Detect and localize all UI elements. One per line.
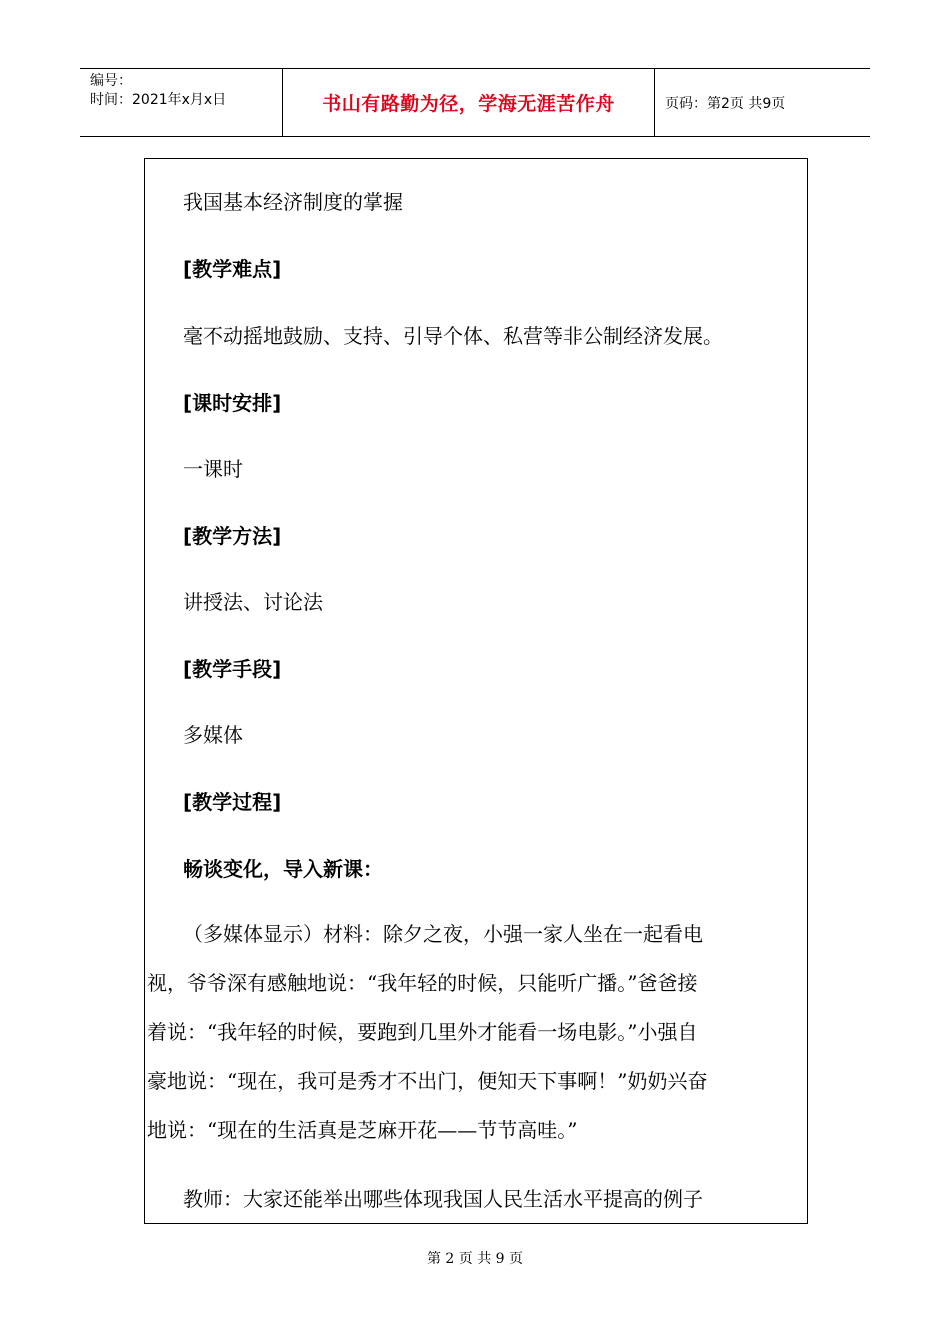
method-heading: [教学方法] <box>183 524 282 548</box>
process-heading: [教学过程] <box>183 790 282 814</box>
schedule-heading: [课时安排] <box>183 391 282 415</box>
material-line: （多媒体显示）材料：除夕之夜，小强一家人坐在一起看电 <box>183 922 703 946</box>
serial-number-label: 编号： <box>90 73 132 89</box>
difficulty-heading: [教学难点] <box>183 257 282 281</box>
material-paragraph <box>145 910 807 1155</box>
time-label: 时间：2021年x月x日 <box>90 92 227 108</box>
method-text: 讲授法、讨论法 <box>183 590 323 614</box>
page-header <box>80 68 870 137</box>
means-text: 多媒体 <box>183 723 243 747</box>
material-line: 视，爷爷深有感触地说：“我年轻的时候，只能听广播。”爸爸接 <box>147 971 698 995</box>
intro-heading: 畅谈变化，导入新课： <box>183 857 383 881</box>
schedule-text: 一课时 <box>183 457 243 481</box>
teacher-paragraph <box>145 1175 807 1224</box>
header-motto-cell <box>283 69 655 136</box>
content-frame <box>144 158 808 1224</box>
material-line: 地说：“现在的生活真是芝麻开花——节节高哇。” <box>147 1118 578 1142</box>
teacher-line: 教师：大家还能举出哪些体现我国人民生活水平提高的例子 <box>183 1187 703 1211</box>
page-code-label: 页码：第2页 共9页 <box>665 95 786 112</box>
material-line: 豪地说：“现在，我可是秀才不出门，便知天下事啊！”奶奶兴奋 <box>147 1069 708 1093</box>
means-heading: [教学手段] <box>183 657 282 681</box>
difficulty-text: 毫不动摇地鼓励、支持、引导个体、私营等非公制经济发展。 <box>183 324 723 348</box>
key-point-text: 我国基本经济制度的掌握 <box>183 190 403 214</box>
material-line: 着说：“我年轻的时候，要跑到几里外才能看一场电影。”小强自 <box>147 1020 698 1044</box>
page-footer: 第 2 页 共 9 页 <box>426 1251 524 1267</box>
header-page-cell <box>655 69 870 136</box>
header-info-cell <box>80 69 283 136</box>
motto-text: 书山有路勤为径，学海无涯苦作舟 <box>322 93 615 115</box>
